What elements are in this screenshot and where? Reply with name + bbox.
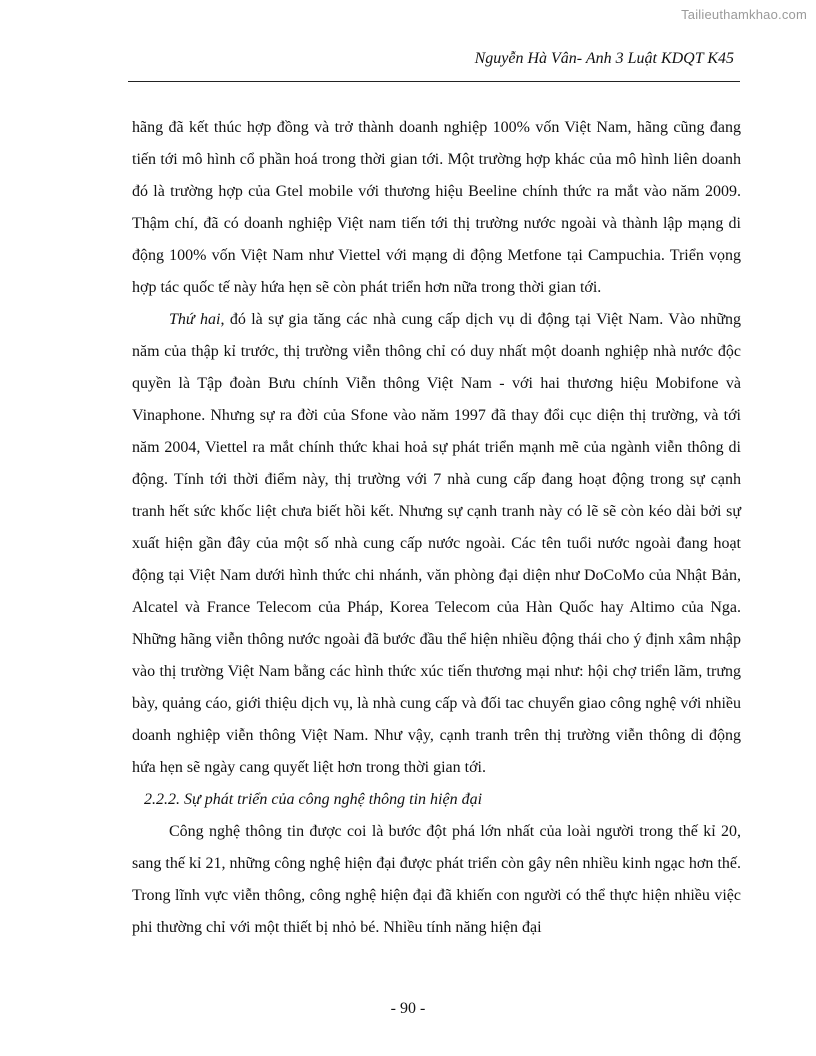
page-body xyxy=(132,112,741,944)
paragraph-2-text: , đó là sự gia tăng các nhà cung cấp dịch vụ di động tại Việt Nam. Vào những năm của thập kỉ trước, thị trường viễn thông chỉ có duy nhất một doanh nghiệp nhà nước độc quyền là Tập đoàn Bưu chính Viễn thông Việt Nam - với hai thương hiệu Mobifone và Vinaphone. Nhưng sự ra đời của Sfone vào năm 1997 đã thay đổi cục diện thị trường, và tới năm 2004, Viettel ra mắt chính thức khai hoả sự phát triển mạnh mẽ của ngành viễn thông di động. Tính tới thời điểm này, thị trường với 7 nhà cung cấp đang hoạt động trong sự cạnh tranh hết sức khốc liệt chưa biết hồi kết. Nhưng sự cạnh tranh này có lẽ sẽ còn kéo dài bởi sự xuất hiện gần đây của một số nhà cung cấp nước ngoài. Các tên tuổi nước ngoài đang hoạt động tại Việt Nam dưới hình thức chi nhánh, văn phòng đại diện như DoCoMo của Nhật Bản, Alcatel và France Telecom của Pháp, Korea Telecom của Hàn Quốc hay Altimo của Nga. Những hãng viễn thông nước ngoài đã bước đầu thể hiện nhiều động thái cho ý định xâm nhập vào thị trường Việt Nam bằng các hình thức xúc tiến thương mại như: hội chợ triển lãm, trưng bày, quảng cáo, giới thiệu dịch vụ, là nhà cung cấp và đối tac chuyển giao công nghệ với nhiều doanh nghiệp viễn thông Việt Nam. Như vậy, cạnh tranh trên thị trường viễn thông di động hứa hẹn sẽ ngày cang quyết liệt hơn trong thời gian tới. xyxy=(132,311,741,776)
header-divider xyxy=(128,81,740,82)
watermark: Tailieuthamkhao.com xyxy=(681,7,807,22)
paragraph-2 xyxy=(132,304,741,784)
page-number: - 90 - xyxy=(390,1000,426,1017)
paragraph-3: Công nghệ thông tin được coi là bước đột phá lớn nhất của loài người trong thế kỉ 20, sang thế kỉ 21, những công nghệ hiện đại được phát triển còn gây nên nhiều kinh ngạc hơn thế. Trong lĩnh vực viễn thông, công nghệ hiện đại đã khiến con người có thể thực hiện nhiều việc phi thường chỉ với một thiết bị nhỏ bé. Nhiều tính năng hiện đại xyxy=(132,823,741,936)
paragraph-2-lead: Thứ hai xyxy=(169,311,221,328)
section-heading: 2.2.2. Sự phát triển của công nghệ thông tin hiện đại xyxy=(144,791,483,808)
running-header: Nguyễn Hà Vân- Anh 3 Luật KDQT K45 xyxy=(474,50,734,67)
paragraph-1: hãng đã kết thúc hợp đồng và trở thành doanh nghiệp 100% vốn Việt Nam, hãng cũng đang tiến tới mô hình cổ phần hoá trong thời gian tới. Một trường hợp khác của mô hình liên doanh đó là trường hợp của Gtel mobile với thương hiệu Beeline chính thức ra mắt vào năm 2009. Thậm chí, đã có doanh nghiệp Việt nam tiến tới thị trường nước ngoài và thành lập mạng di động 100% vốn Việt Nam như Viettel với mạng di động Metfone tại Campuchia. Triển vọng hợp tác quốc tế này hứa hẹn sẽ còn phát triển hơn nữa trong thời gian tới. xyxy=(132,119,741,296)
